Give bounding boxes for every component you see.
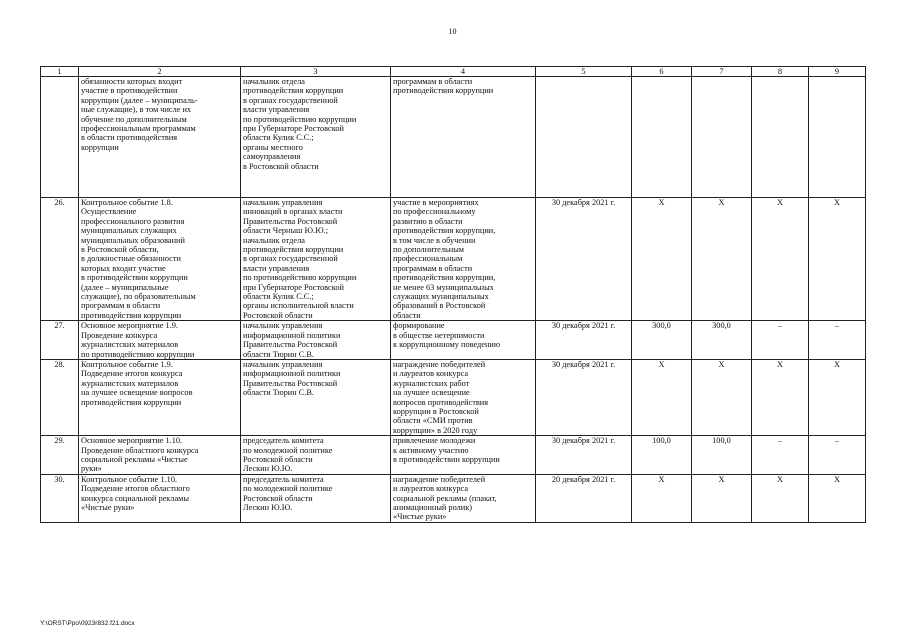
responsible-cell: председатель комитета по молодежной политике Ростовской области Лескин Ю.Ю. (241, 474, 391, 522)
responsible-cell: начальник отдела противодействия коррупции в органах государственной власти управления по противодействию коррупции при Губернаторе Ростовской области Кулик С.С.; органы местного самоуправления в Ростовской области (241, 77, 391, 198)
value-cell: X (632, 474, 692, 522)
value-cell: X (692, 198, 752, 321)
value-cell (809, 77, 866, 198)
value-cell: X (809, 359, 866, 435)
value-cell: 100,0 (632, 436, 692, 475)
value-cell: – (752, 321, 809, 360)
column-header: 6 (632, 67, 692, 77)
result-cell: награждение победителей и лауреатов конкурса социальной рекламы (плакат, анимационный ролик) «Чистые руки» (391, 474, 536, 522)
row-number: 26. (41, 198, 79, 321)
date-cell: 30 декабря 2021 г. (536, 321, 632, 360)
responsible-cell: начальник управления информационной политики Правительства Ростовской области Тюрин С.В. (241, 321, 391, 360)
date-cell (536, 77, 632, 198)
table-row (41, 436, 866, 475)
event-cell: обязанности которых входит участие в противодействии коррупции (далее – муниципаль- ные служащие), в том числе их обучение по дополнительным профессиональным программам в области противодействия коррупции (79, 77, 241, 198)
header-row (41, 67, 866, 77)
page-number: 10 (448, 27, 457, 36)
column-header: 2 (79, 67, 241, 77)
table-row (41, 474, 866, 522)
value-cell: X (752, 474, 809, 522)
row-number: 27. (41, 321, 79, 360)
value-cell: X (809, 474, 866, 522)
value-cell: X (692, 474, 752, 522)
result-cell: формирование в обществе нетерпимости к коррупционному поведению (391, 321, 536, 360)
event-cell: Контрольное событие 1.9. Подведение итогов конкурса журналистских материалов на лучшее освещение вопросов противодействия коррупции (79, 359, 241, 435)
column-header: 7 (692, 67, 752, 77)
column-header: 5 (536, 67, 632, 77)
row-number (41, 77, 79, 198)
event-cell: Контрольное событие 1.8. Осуществление профессионального развития муниципальных служащих муниципальных образований в Ростовской области, в должностные обязанности которых входит участие в противодействии коррупции (далее – муниципальные служащие), по образовательным программам в области противодействия коррупции (79, 198, 241, 321)
responsible-cell: начальник управления информационной политики Правительства Ростовской области Тюрин С.В. (241, 359, 391, 435)
value-cell: 300,0 (692, 321, 752, 360)
value-cell (692, 77, 752, 198)
event-cell: Контрольное событие 1.10. Подведение итогов областного конкурса социальной рекламы «Чистые руки» (79, 474, 241, 522)
value-cell: X (752, 198, 809, 321)
value-cell: – (809, 436, 866, 475)
date-cell: 30 декабря 2021 г. (536, 198, 632, 321)
value-cell: X (809, 198, 866, 321)
responsible-cell: председатель комитета по молодежной политике Ростовской области Лескин Ю.Ю. (241, 436, 391, 475)
row-number: 30. (41, 474, 79, 522)
table-row (41, 77, 866, 198)
table-row (41, 321, 866, 360)
footer-file-path: Y:\ORST\Ppo\0923r832.f21.docx (40, 620, 135, 627)
result-cell: награждение победителей и лауреатов конкурса журналистских работ на лучшее освещение вопросов противодействия коррупции в Ростовской области «СМИ против коррупции» в 2020 году (391, 359, 536, 435)
event-cell: Основное мероприятие 1.10. Проведение областного конкурса социальной рекламы «Чистые руки» (79, 436, 241, 475)
column-header: 9 (809, 67, 866, 77)
result-cell: участие в мероприятиях по профессиональному развитию в области противодействия коррупции, в том числе в обучении по дополнительным профессиональным программам в области противодействия коррупции, не менее 63 муниципальных служащих муниципальных образований в Ростовской области (391, 198, 536, 321)
value-cell: X (692, 359, 752, 435)
event-cell: Основное мероприятие 1.9. Проведение конкурса журналистских материалов по противодействию коррупции (79, 321, 241, 360)
column-header: 3 (241, 67, 391, 77)
column-header: 1 (41, 67, 79, 77)
date-cell: 20 декабря 2021 г. (536, 474, 632, 522)
value-cell: X (752, 359, 809, 435)
row-number: 29. (41, 436, 79, 475)
table-row (41, 198, 866, 321)
date-cell: 30 декабря 2021 г. (536, 436, 632, 475)
plan-table (40, 66, 866, 523)
responsible-cell: начальник управления инноваций в органах власти Правительства Ростовской области Черныш Ю.Ю.; начальник отдела противодействия коррупции в органах государственной власти управления по противодействию коррупции при Губернаторе Ростовской области Кулик С.С.; органы исполнительной власти Ростовской области (241, 198, 391, 321)
value-cell: 100,0 (692, 436, 752, 475)
value-cell: – (809, 321, 866, 360)
table-row (41, 359, 866, 435)
date-cell: 30 декабря 2021 г. (536, 359, 632, 435)
column-header: 4 (391, 67, 536, 77)
result-cell: программам в области противодействия коррупции (391, 77, 536, 198)
column-header: 8 (752, 67, 809, 77)
value-cell: X (632, 359, 692, 435)
value-cell (632, 77, 692, 198)
value-cell: X (632, 198, 692, 321)
row-number: 28. (41, 359, 79, 435)
value-cell: – (752, 436, 809, 475)
value-cell: 300,0 (632, 321, 692, 360)
value-cell (752, 77, 809, 198)
result-cell: привлечение молодежи к активному участию в противодействии коррупции (391, 436, 536, 475)
